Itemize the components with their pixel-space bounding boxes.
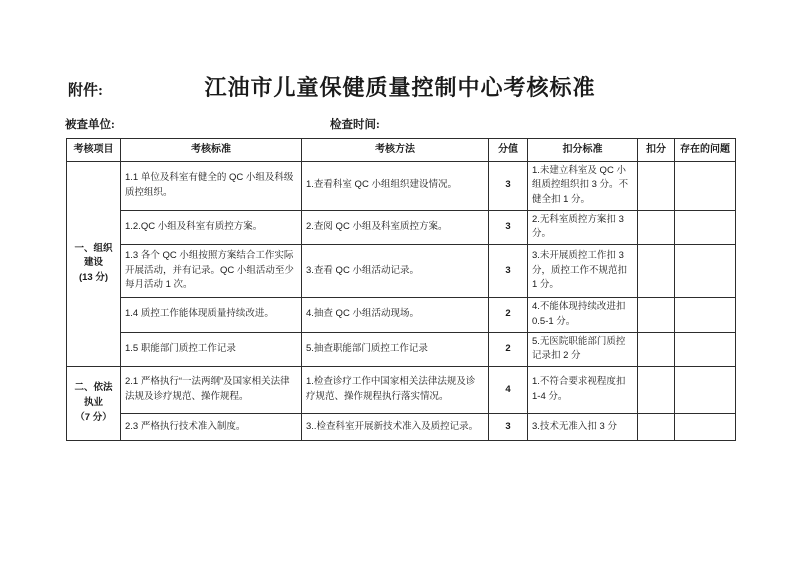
deducted-score-cell	[638, 210, 675, 244]
table-row	[67, 245, 736, 298]
category-name: 一、组织建设	[74, 242, 113, 269]
table-row	[67, 161, 736, 210]
col-header-deduction-standard: 扣分标准	[528, 139, 638, 162]
col-header-standard: 考核标准	[121, 139, 302, 162]
col-header-method: 考核方法	[302, 139, 489, 162]
problems-cell	[675, 210, 736, 244]
standard-cell: 1.5 职能部门质控工作记录	[121, 332, 302, 366]
col-header-problems: 存在的问题	[675, 139, 736, 162]
problems-cell	[675, 366, 736, 413]
problems-cell	[675, 332, 736, 366]
deducted-score-cell	[638, 161, 675, 210]
table-row	[67, 298, 736, 332]
table-row	[67, 332, 736, 366]
standard-cell: 2.3 严格执行技术准入制度。	[121, 413, 302, 440]
deduction-cell: 2.无科室质控方案扣 3 分。	[528, 210, 638, 244]
deduction-cell: 1.不符合要求视程度扣 1-4 分。	[528, 366, 638, 413]
standard-cell: 1.4 质控工作能体现质量持续改进。	[121, 298, 302, 332]
table-row	[67, 413, 736, 440]
method-cell: 3..检查科室开展新技术准入及质控记录。	[302, 413, 489, 440]
deduction-cell: 5.无医院职能部门质控记录扣 2 分	[528, 332, 638, 366]
problems-cell	[675, 245, 736, 298]
deducted-score-cell	[638, 413, 675, 440]
deduction-cell: 1.未建立科室及 QC 小组质控组织扣 3 分。不健全扣 1 分。	[528, 161, 638, 210]
attachment-label: 附件:	[68, 83, 103, 99]
score-cell: 3	[489, 210, 528, 244]
category-score: （7 分）	[75, 411, 112, 423]
method-cell: 1.检查诊疗工作中国家相关法律法规及诊疗规范、操作规程执行落实情况。	[302, 366, 489, 413]
score-cell: 2	[489, 298, 528, 332]
col-header-score: 分值	[489, 139, 528, 162]
score-cell: 3	[489, 245, 528, 298]
category-cell-organization	[67, 161, 121, 366]
deduction-cell: 3.未开展质控工作扣 3 分，质控工作不规范扣 1 分。	[528, 245, 638, 298]
problems-cell	[675, 298, 736, 332]
category-score: (13 分)	[78, 272, 109, 284]
score-cell: 2	[489, 332, 528, 366]
score-cell: 4	[489, 366, 528, 413]
assessment-table	[66, 138, 736, 441]
standard-cell: 1.1 单位及科室有健全的 QC 小组及科级质控组织。	[121, 161, 302, 210]
deduction-cell: 3.技术无准入扣 3 分	[528, 413, 638, 440]
deducted-score-cell	[638, 245, 675, 298]
category-name: 二、依法执业	[74, 382, 113, 409]
method-cell: 3.查看 QC 小组活动记录。	[302, 245, 489, 298]
header-row	[67, 139, 736, 162]
col-header-deducted: 扣分	[638, 139, 675, 162]
problems-cell	[675, 413, 736, 440]
category-cell-legal-practice	[67, 366, 121, 440]
standard-cell: 1.2.QC 小组及科室有质控方案。	[121, 210, 302, 244]
method-cell: 2.查阅 QC 小组及科室质控方案。	[302, 210, 489, 244]
score-cell: 3	[489, 413, 528, 440]
deducted-score-cell	[638, 366, 675, 413]
page-title: 江油市儿童保健质量控制中心考核标准	[204, 75, 596, 100]
score-cell: 3	[489, 161, 528, 210]
deducted-score-cell	[638, 332, 675, 366]
method-cell: 4.抽查 QC 小组活动现场。	[302, 298, 489, 332]
inspected-unit-label: 被查单位:	[65, 119, 115, 131]
method-cell: 1.查看科室 QC 小组组织建设情况。	[302, 161, 489, 210]
method-cell: 5.抽查职能部门质控工作记录	[302, 332, 489, 366]
table-row	[67, 366, 736, 413]
deducted-score-cell	[638, 298, 675, 332]
table-row	[67, 210, 736, 244]
deduction-cell: 4.不能体现持续改进扣 0.5-1 分。	[528, 298, 638, 332]
problems-cell	[675, 161, 736, 210]
standard-cell: 2.1 严格执行“一法两纲”及国家相关法律法规及诊疗规范、操作规程。	[121, 366, 302, 413]
standard-cell: 1.3 各个 QC 小组按照方案结合工作实际开展活动，并有记录。QC 小组活动至少每月活动 1 次。	[121, 245, 302, 298]
inspection-time-label: 检查时间:	[330, 119, 380, 131]
col-header-item: 考核项目	[67, 139, 121, 162]
